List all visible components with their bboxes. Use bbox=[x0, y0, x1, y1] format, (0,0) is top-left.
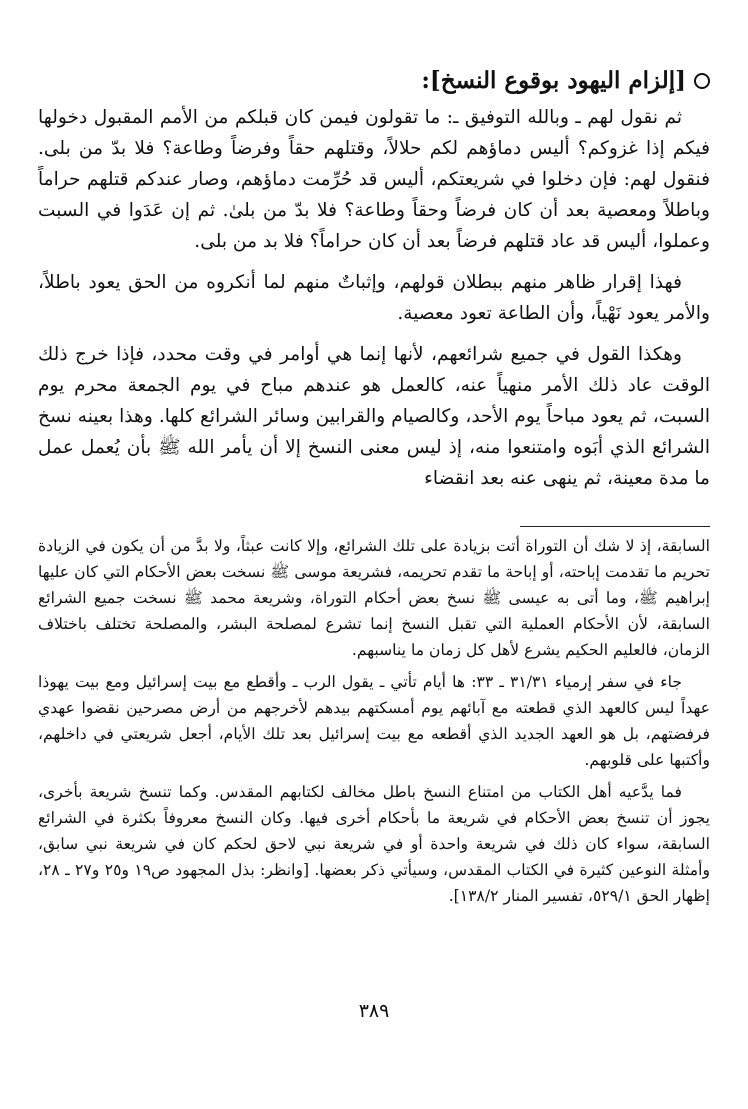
footnotes bbox=[38, 533, 710, 909]
main-text bbox=[38, 102, 710, 494]
footnote-paragraph-2: جاء في سفر إرمياء ٣١/٣١ ـ ٣٣: ها أيام تأتي ـ يقول الرب ـ وأقطع مع بيت إسرائيل ومع بيت يهوذا عهداً ليس كالعهد الذي قطعته مع آبائهم يوم أمسكتهم بيدهم لأخرجهم من أرض مصرحين نقضوا عهدي فرفضتهم، بل هو العهد الجديد الذي أقطعه مع بيت إسرائيل بعد تلك الأيام، أجعل شريعتي في داخلهم، وأكتبها على قلوبهم. bbox=[38, 673, 710, 769]
footnote-paragraph-3: فما يدَّعيه أهل الكتاب من امتناع النسخ باطل مخالف لكتابهم المقدس. وكما تنسخ شريعة بأخرى، يجوز أن تنسخ بعض الأحكام في شريعة ما بأحكام أخرى فيها. وكان النسخ معروفاً بكثرة في الشرائع السابقة، سواء كان ذلك في شريعة واحدة أو في شريعة نبي لاحق لحكم كان في شريعة نبي سابق، وأمثلة النوعين كثيرة في الكتاب المقدس، وسيأتي ذكر بعضها. [وانظر: بذل المجهود ص١٩ و٢٥ و٢٧ ـ ٢٨، إظهار الحق ٥٢٩/١، تفسير المنار ١٣٨/٢]. bbox=[38, 783, 710, 905]
section-heading-text: [إلزام اليهود بوقوع النسخ]: bbox=[421, 67, 686, 94]
page-number: ٣٨٩ bbox=[358, 1000, 390, 1022]
main-paragraph-2: فهذا إقرار ظاهر منهم ببطلان قولهم، وإثباتٌ منهم لما أنكروه من الحق يعود باطلاً، والأمر يعود نَهْياً، وأن الطاعة تعود معصية. bbox=[38, 272, 710, 324]
main-paragraph-1: ثم نقول لهم ـ وبالله التوفيق ـ: ما تقولون فيمن كان قبلكم من الأمم المقبول دخولها فيكم إذا غزوكم؟ أليس دماؤهم لكم حلالاً، وقتلهم حقاً وفرضاً وطاعة؟ فلا بدّ من بلى. فنقول لهم: فإن دخلوا في شريعتكم، أليس قد حُرِّمت دماؤهم، وصار عندكم قتلهم حراماً وباطلاً ومعصية بعد أن كان فرضاً وحقاً وطاعة؟ فلا بدّ من بلىٰ. ثم إن عَدَوا في السبت وعملوا، أليس قد عاد قتلهم فرضاً بعد أن كان حراماً؟ فلا بد من بلى. bbox=[38, 107, 711, 252]
book-page bbox=[38, 64, 710, 1109]
footnote-separator-wrap bbox=[38, 504, 710, 533]
section-heading bbox=[38, 64, 710, 98]
footnote-separator bbox=[520, 526, 710, 527]
main-paragraph-3: وهكذا القول في جميع شرائعهم، لأنها إنما هي أوامر في وقت محدد، فإذا خرج ذلك الوقت عاد ذلك الأمر منهياً عنه، كالعمل هو عندهم مباح في يوم الجمعة محرم يوم السبت، ثم يعود مباحاً يوم الأحد، وكالصيام والقرابين وسائر الشرائع كلها. وهذا بعينه نسخ الشرائع الذي أبَوه وامتنعوا منه، إذ ليس معنى النسخ إلا أن يأمر الله ﷺ بأن يُعمل عمل ما مدة معينة، ثم ينهى عنه بعد انقضاء bbox=[38, 344, 710, 489]
circle-bullet-icon bbox=[694, 73, 710, 89]
footnote-paragraph-1: السابقة، إذ لا شك أن التوراة أتت بزيادة على تلك الشرائع، وإلا كانت عبثاً، ولا بدَّ من أن يكون في الزيادة تحريم ما تقدمت إباحته، أو إباحة ما تقدم تحريمه، فشريعة موسى ﷺ نسخت بعض الأحكام التي كان عليها إبراهيم ﷺ، وما أتى به عيسى ﷺ نسخ بعض أحكام التوراة، وشريعة محمد ﷺ نسخت جميع الشرائع السابقة، لأن الأحكام العملية التي تقبل النسخ إنما تشرع لمصلحة البشر، والمصلحة تختلف باختلاف الزمان، فالعليم الحكيم يشرع لأهل كل زمان ما يناسبهم. bbox=[38, 537, 710, 659]
